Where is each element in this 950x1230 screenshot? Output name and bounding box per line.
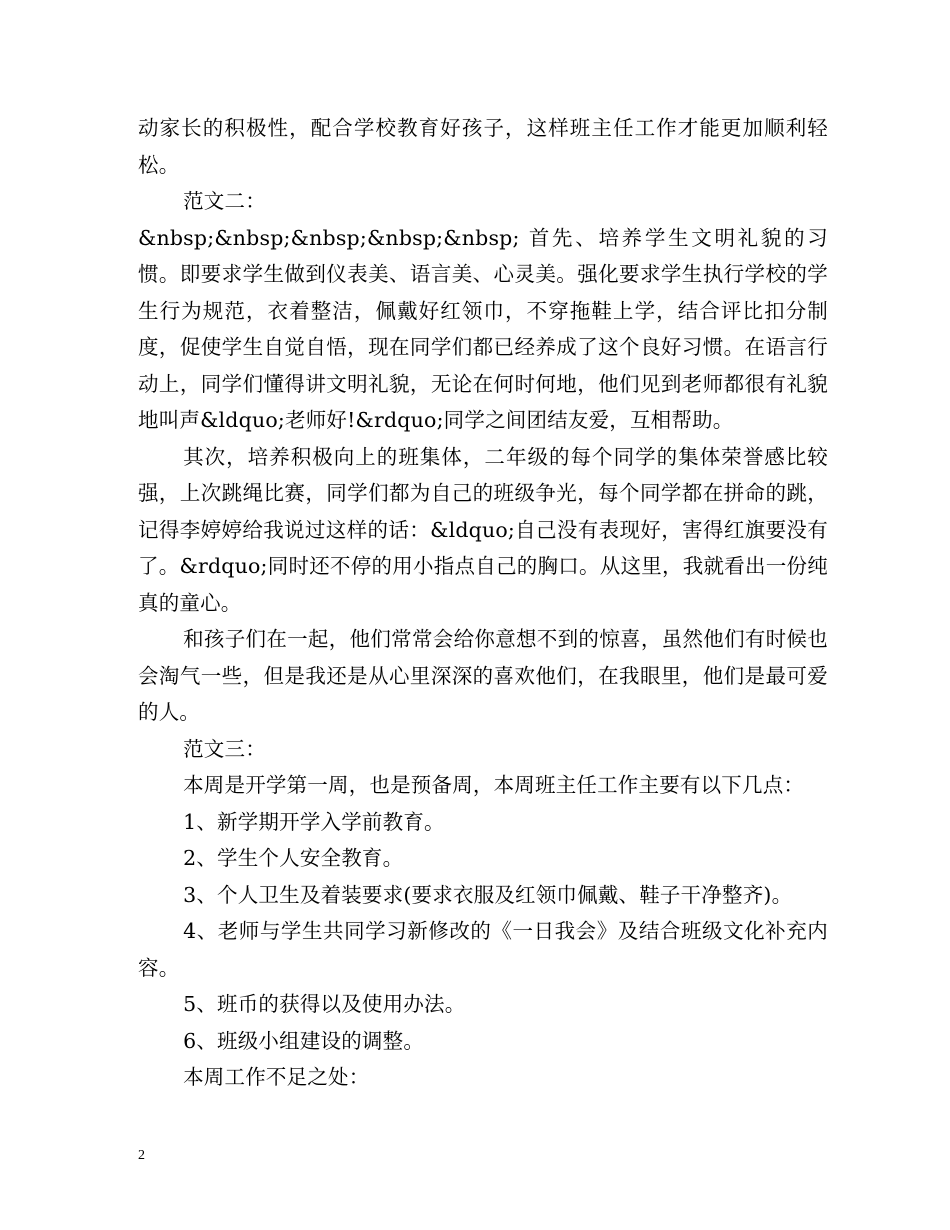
document-body [138, 110, 828, 1096]
paragraph-etiquette: &nbsp;&nbsp;&nbsp;&nbsp;&nbsp; 首先、培养学生文明礼貌的习惯。即要求学生做到仪表美、语言美、心灵美。强化要求学生执行学校的学生行为规范，衣着整洁，佩戴好红领巾，不穿拖鞋上学，结合评比扣分制度，促使学生自觉自悟，现在同学们都已经养成了这个良好习惯。在语言行动上，同学们懂得讲文明礼貌，无论在何时何地，他们见到老师都很有礼貌地叫声&ldquo;老师好!&rdquo;同学之间团结友爱，互相帮助。 [138, 225, 828, 432]
paragraph-shortcomings: 本周工作不足之处： [183, 1065, 370, 1089]
list-item-6: 6、班级小组建设的调整。 [183, 1028, 425, 1053]
list-item-1: 1、新学期开学入学前教育。 [183, 809, 445, 834]
paragraph-week-intro: 本周是开学第一周，也是预备周，本周班主任工作主要有以下几点： [183, 773, 805, 797]
paragraph-with-children: 和孩子们在一起，他们常常会给你意想不到的惊喜，虽然他们有时候也会淘气一些，但是我还是从心里深深的喜欢他们，在我眼里，他们是最可爱的人。 [138, 627, 828, 724]
paragraph-continuation: 动家长的积极性，配合学校教育好孩子，这样班主任工作才能更加顺利轻松。 [138, 116, 828, 177]
list-item-3: 3、个人卫生及着装要求(要求衣服及红领巾佩戴、鞋子干净整齐)。 [183, 882, 793, 907]
section-heading-sample-three: 范文三： [183, 736, 266, 761]
list-item-4: 4、老师与学生共同学习新修改的《一日我会》及结合班级文化补充内容。 [138, 919, 828, 980]
page-number: 2 [138, 1148, 145, 1163]
list-item-5: 5、班币的获得以及使用办法。 [183, 992, 466, 1016]
list-item-2: 2、学生个人安全教育。 [183, 846, 404, 870]
section-heading-sample-two: 范文二： [183, 189, 266, 213]
paragraph-class-collective: 其次，培养积极向上的班集体，二年级的每个同学的集体荣誉感比较强，上次跳绳比赛，同学们都为自己的班级争光，每个同学都在拼命的跳，记得李婷婷给我说过这样的话：&ldquo;自己没有表现好，害得红旗要没有了。&rdquo;同时还不停的用小指点自己的胸口。从这里，我就看出一份纯真的童心。 [138, 444, 828, 615]
